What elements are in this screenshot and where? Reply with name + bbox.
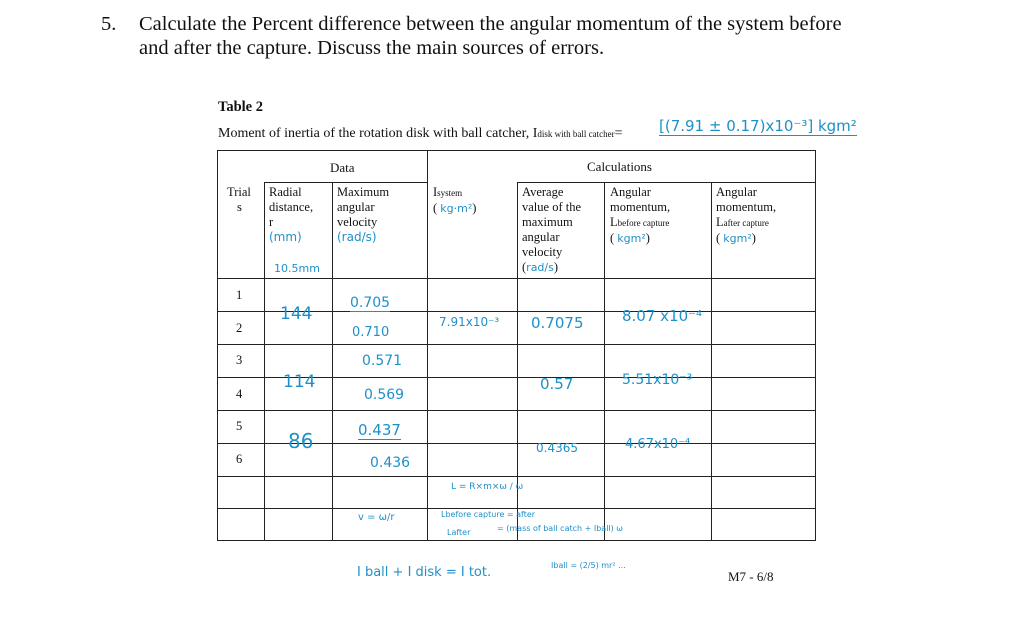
page-footer: M7 - 6/8 — [728, 569, 774, 584]
table-caption — [218, 126, 623, 142]
max-omega-value: 0.437 — [358, 421, 401, 439]
avg-omega-value: 0.4365 — [536, 441, 578, 455]
group-header-calculations: Calculations — [587, 159, 652, 174]
max-omega-value: 0.569 — [364, 387, 405, 403]
l-before-value: 8.07 x10⁻⁴ — [622, 307, 703, 325]
trial-number: 6 — [236, 452, 243, 466]
max-omega-value: 0.710 — [352, 325, 390, 340]
caption-subscript: disk with ball catcher — [537, 129, 615, 139]
trial-number: 3 — [236, 353, 243, 367]
caption-main: Moment of inertia of the rotation disk with ball catcher, I — [218, 126, 538, 141]
caption-equals: = — [614, 126, 623, 141]
group-header-data: Data — [330, 160, 355, 175]
avg-omega-value: 0.57 — [540, 375, 574, 393]
radial-note: 10.5mm — [274, 262, 320, 275]
note-iball: Iball = (2/5) mr² ... — [551, 561, 626, 570]
note-inertia-sum: I ball + I disk = I tot. — [357, 565, 492, 580]
max-omega-value: 0.705 — [350, 295, 391, 311]
l-before-value: 4.67x10⁻⁴ — [625, 437, 691, 452]
note-l-formula: L = R×m×ω / ω — [451, 482, 524, 492]
trial-number: 4 — [236, 387, 243, 401]
trial-number: 1 — [236, 288, 243, 302]
col-header-radial: Radial distance, r (mm) — [269, 185, 314, 244]
radial-value: 86 — [288, 429, 314, 453]
col-header-l-after: Angular momentum, Lafter capture ( kgm²) — [716, 185, 777, 245]
radial-value: 144 — [280, 304, 313, 324]
avg-omega-value: 0.7075 — [531, 314, 584, 332]
l-before-value: 5.51x10⁻³ — [622, 372, 693, 388]
table-title: Table 2 — [218, 99, 263, 115]
note-v-formula: v = ω/r — [358, 512, 395, 523]
max-omega-value: 0.571 — [362, 353, 403, 369]
trial-number: 5 — [236, 419, 243, 433]
col-header-l-before: Angular momentum, Lbefore capture ( kgm²) — [610, 185, 671, 245]
question-number: 5. — [101, 13, 117, 35]
note-lafter-rest: = (mass of ball catch + Iball) ω — [497, 524, 624, 533]
note-lbefore: Lbefore capture = after — [441, 510, 536, 519]
max-omega-value: 0.436 — [370, 455, 411, 471]
col-header-i-system: Isystem ( kg·m²) — [433, 185, 477, 215]
i-system-value: 7.91x10⁻³ — [439, 315, 500, 329]
col-header-max-angular-velocity: Maximum angular velocity (rad/s) — [337, 185, 390, 244]
note-lafter: Lafter — [447, 528, 471, 537]
radial-value: 114 — [283, 372, 316, 392]
trial-number: 2 — [236, 321, 243, 335]
inertia-value-handwritten: [(7.91 ± 0.17)x10⁻³] kgm² — [659, 117, 857, 135]
col-header-trials: Trial s — [227, 185, 251, 214]
col-header-average-angular-velocity: Average value of the maximum angular velocity (rad/s) — [522, 185, 582, 274]
question-text-line2: and after the capture. Discuss the main sources of errors. — [139, 37, 605, 59]
question-text-line1: Calculate the Percent difference between the angular momentum of the system before — [139, 13, 842, 35]
